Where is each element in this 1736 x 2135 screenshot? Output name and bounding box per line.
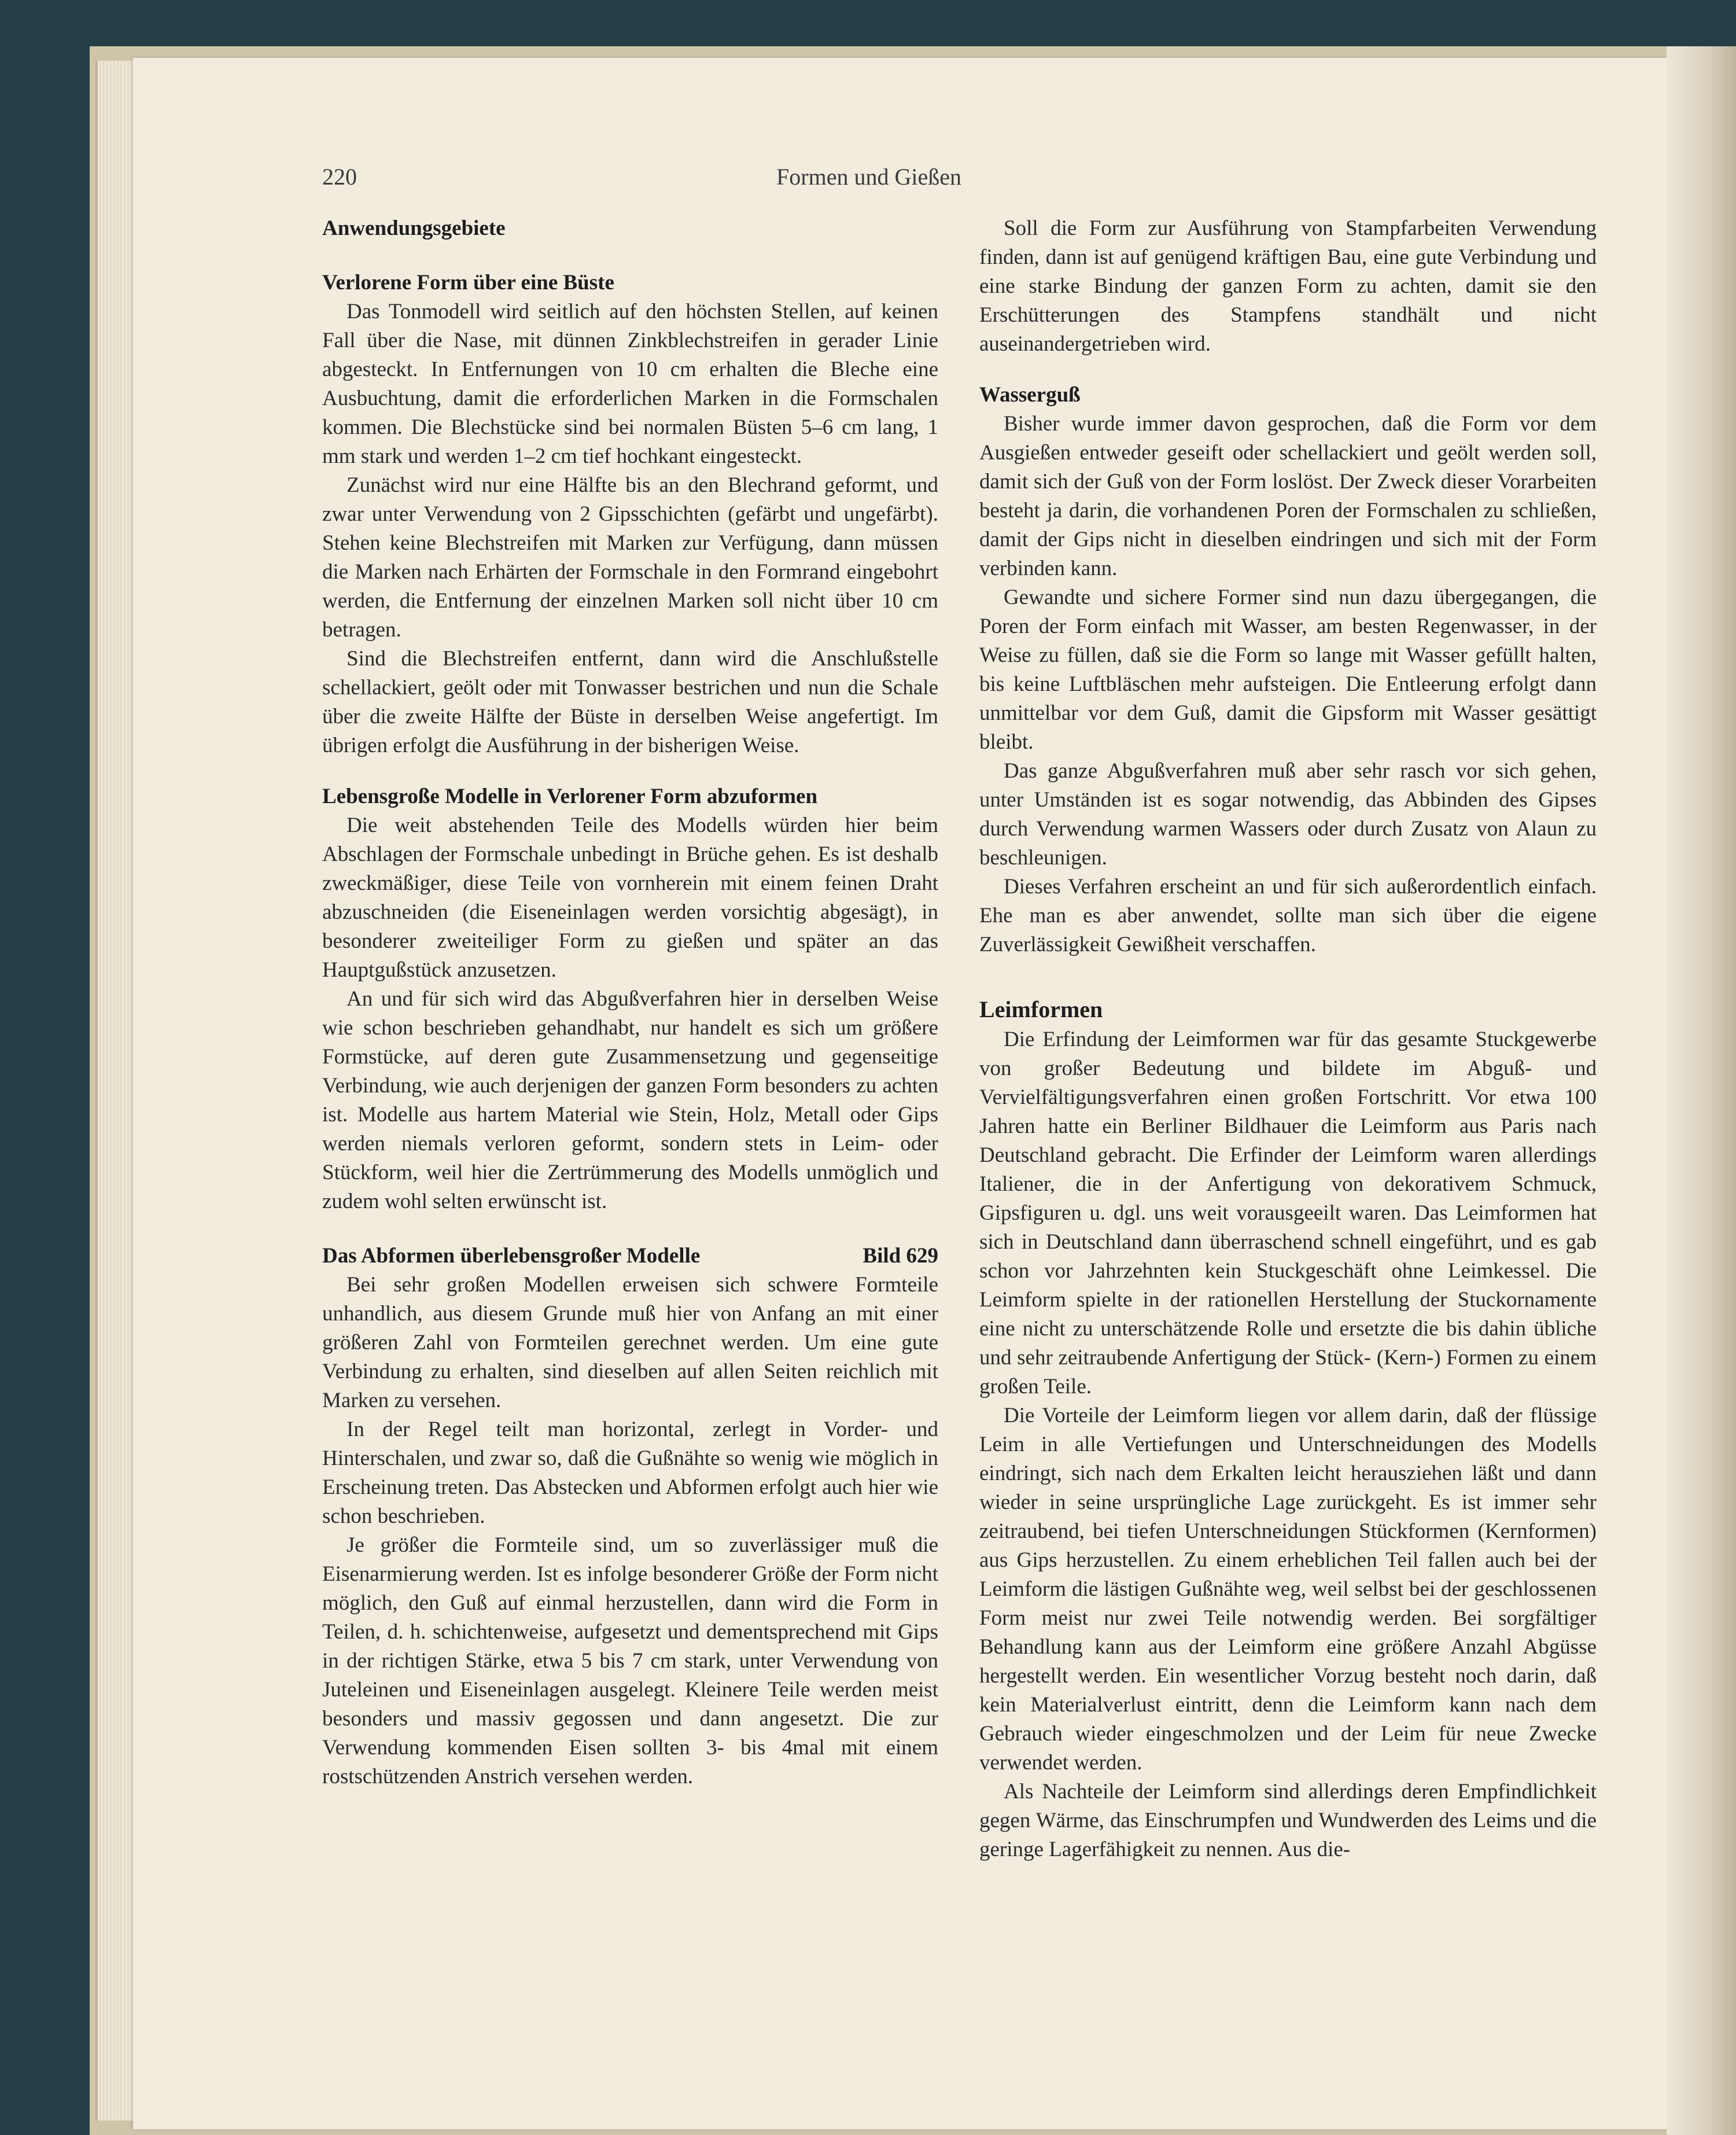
facing-page-edge bbox=[1667, 46, 1736, 2135]
page-number: 220 bbox=[322, 164, 357, 190]
paragraph: Sind die Blechstreifen entfernt, dann wird die Anschlußstelle schellackiert, geölt oder mit Tonwasser bestrichen und nun die Schale über die zweite Hälfte der Büste in derselben Weise angefertigt. Im übrigen erfolgt die Ausführung in der bisherigen Weise. bbox=[322, 647, 938, 757]
paragraph: Zunächst wird nur eine Hälfte bis an den Blechrand geformt, und zwar unter Verwendung von 2 Gipsschichten (gefärbt und ungefärbt). Stehen keine Blechstreifen mit Marken zur Verfügung, dann müssen die Marken nach Erhärten der Formschale in den Formrand eingebohrt werden, die Entfernung der einzelnen Marken soll nicht über 10 cm betragen. bbox=[322, 473, 938, 642]
running-header bbox=[322, 163, 1416, 198]
paragraph: Die Erfindung der Leimformen war für das gesamte Stuckgewerbe von großer Bedeutung und bildete im Abguß- und Vervielfältigungsverfahren einen großen Fortschritt. Vor etwa 100 Jahren hatte ein Berliner Bildhauer die Leimform aus Paris nach Deutschland gebracht. Die Erfinder der Leimform waren allerdings Italiener, die in der Anfertigung von dekorativem Schmuck, Gipsfiguren u. dgl. uns weit vorausgeeilt waren. Das Leimformen hat sich in Deutschland dann überraschend schnell eingeführt, und es gab schon vor Jahrzehnten kein Stuckgeschäft ohne Leimkessel. Die Leimform spielte in der rationellen Herstellung der Stuckornamente eine nicht zu unterschätzende Rolle und ersetzte die bis dahin übliche und sehr zeitraubende Anfertigung der Stück- (Kern-) Formen zu einem großen Teile. bbox=[979, 1028, 1597, 1398]
right-column bbox=[979, 214, 1597, 1864]
section-title: Anwendungsgebiete bbox=[322, 216, 506, 240]
paragraph: Als Nachteile der Leimform sind allerdings deren Empfindlichkeit gegen Wärme, das Einschrumpfen und Wundwerden des Leims und die geringe Lagerfähigkeit zu nennen. Aus die- bbox=[979, 1780, 1597, 1861]
heading-leimformen: Leimformen bbox=[979, 996, 1103, 1022]
heading-verlorene-form: Verlorene Form über eine Büste bbox=[322, 271, 614, 295]
paragraph: Die weit abstehenden Teile des Modells würden hier beim Abschlagen der Formschale unbedingt in Brüche gehen. Es ist deshalb zweckmäßiger, diese Teile von vornherein mit einem feinen Draht abzuschneiden (die Eiseneinlagen werden vorsichtig abgesägt), in besonderer zweiteiliger Form zu gießen und später an das Hauptgußstück anzusetzen. bbox=[322, 813, 938, 982]
left-column bbox=[322, 214, 938, 1791]
heading-wasserguss: Wasserguß bbox=[979, 383, 1081, 407]
heading-ueberlebensgrosse-modelle: Das Abformen überlebensgroßer Modelle bbox=[322, 1244, 701, 1268]
paragraph: An und für sich wird das Abgußverfahren hier in derselben Weise wie schon beschrieben gehandhabt, nur handelt es sich um größere Formstücke, auf deren gute Zusammensetzung und gegenseitige Verbindung, wie auch derjenigen der ganzen Form besonders zu achten ist. Modelle aus hartem Material wie Stein, Holz, Metall oder Gips werden niemals verloren geformt, sondern stets in Leim- oder Stückform, weil hier die Zertrümmerung des Modells unmöglich und zudem wohl selten erwünscht ist. bbox=[322, 987, 938, 1213]
running-title: Formen und Gießen bbox=[776, 164, 961, 190]
paragraph: Bisher wurde immer davon gesprochen, daß die Form vor dem Ausgießen entweder geseift oder schellackiert und geölt werden soll, damit sich der Guß von der Form loslöst. Der Zweck dieser Vorarbeiten besteht ja darin, die vorhandenen Poren der Formschalen zu schließen, damit der Gips nicht in dieselben eindringen und sich mit der Form verbinden kann. bbox=[979, 412, 1597, 580]
paragraph: Gewandte und sichere Former sind nun dazu übergegangen, die Poren der Form einfach mit Wasser, am besten Regenwasser, in der Weise zu füllen, daß sie die Form so lange mit Wasser gefüllt halten, bis keine Luftbläschen mehr aufsteigen. Die Entleerung erfolgt dann unmittelbar vor dem Guß, damit die Gipsform mit Wasser gesättigt bleibt. bbox=[979, 586, 1597, 754]
paragraph: Dieses Verfahren erscheint an und für sich außerordentlich einfach. Ehe man es aber anwendet, sollte man sich über die eigene Zuverlässigkeit Gewißheit verschaffen. bbox=[979, 875, 1597, 956]
paragraph: Soll die Form zur Ausführung von Stampfarbeiten Verwendung finden, dann ist auf genügend kräftigen Bau, eine gute Verbindung und eine starke Bindung der ganzen Form zu achten, damit sie den Erschütterungen des Stampfens standhält und nicht auseinandergetrieben wird. bbox=[979, 216, 1597, 356]
paragraph: Das Tonmodell wird seitlich auf den höchsten Stellen, auf keinen Fall über die Nase, mit dünnen Zinkblechstreifen in gerader Linie abgesteckt. In Entfernungen von 10 cm erhalten die Bleche eine Ausbuchtung, damit die erforderlichen Marken in die Formschalen kommen. Die Blechstücke sind bei normalen Büsten 5–6 cm lang, 1 mm stark und werden 1–2 cm tief hochkant eingesteckt. bbox=[322, 300, 938, 468]
paragraph: Das ganze Abgußverfahren muß aber sehr rasch vor sich gehen, unter Umständen ist es sogar notwendig, das Abbinden des Gipses durch Verwendung warmen Wassers oder durch Zusatz von Alaun zu beschleunigen. bbox=[979, 759, 1597, 870]
heading-lebensgrosse-modelle: Lebensgroße Modelle in Verlorener Form abzuformen bbox=[322, 785, 818, 808]
paragraph: Je größer die Formteile sind, um so zuverlässiger muß die Eisenarmierung werden. Ist es infolge besonderer Größe der Form nicht möglich, den Guß auf einmal herzustellen, dann wird die Form in Teilen, d. h. schichtenweise, aufgesetzt und dementsprechend mit Gips in der richtigen Stärke, etwa 5 bis 7 cm stark, unter Verwendung von Juteleinen und Eiseneinlagen ausgelegt. Kleinere Teile werden meist besonders und massiv gegossen und dann angesetzt. Die zur Verwendung kommenden Eisen sollten 3- bis 4mal mit einem rostschützenden Anstrich versehen werden. bbox=[322, 1533, 938, 1788]
paragraph: In der Regel teilt man horizontal, zerlegt in Vorder- und Hinterschalen, und zwar so, daß die Gußnähte so wenig wie möglich in Erscheinung treten. Das Abstecken und Abformen erfolgt auch hier wie schon beschrieben. bbox=[322, 1418, 938, 1528]
figure-reference: Bild 629 bbox=[863, 1244, 938, 1268]
paragraph: Bei sehr großen Modellen erweisen sich schwere Formteile unhandlich, aus diesem Grunde muß hier von Anfang an mit einer größeren Zahl von Formteilen gerechnet werden. Um eine gute Verbindung zu erhalten, sind dieselben auf allen Seiten reichlich mit Marken zu versehen. bbox=[322, 1273, 938, 1412]
paragraph: Die Vorteile der Leimform liegen vor allem darin, daß der flüssige Leim in alle Vertiefungen und Unterschneidungen des Modells eindringt, sich nach dem Erkalten leicht herausziehen läßt und dann wieder in seine ursprüngliche Lage zurückgeht. Es ist immer sehr zeitraubend, bei tiefen Unterschneidungen Stückformen (Kernformen) aus Gips herzustellen. Zu einem erheblichen Teil fallen auch bei der Leimform die lästigen Gußnähte weg, weil selbst bei der geschlossenen Form meist nur zwei Teile notwendig werden. Bei sorgfältiger Behandlung kann aus der Leimform eine größere Anzahl Abgüsse hergestellt werden. Ein wesentlicher Vorzug besteht noch darin, daß kein Materialverlust eintritt, denn die Leimform kann nach dem Gebrauch wieder eingeschmolzen und der Leim für neue Zwecke verwendet werden. bbox=[979, 1404, 1597, 1775]
